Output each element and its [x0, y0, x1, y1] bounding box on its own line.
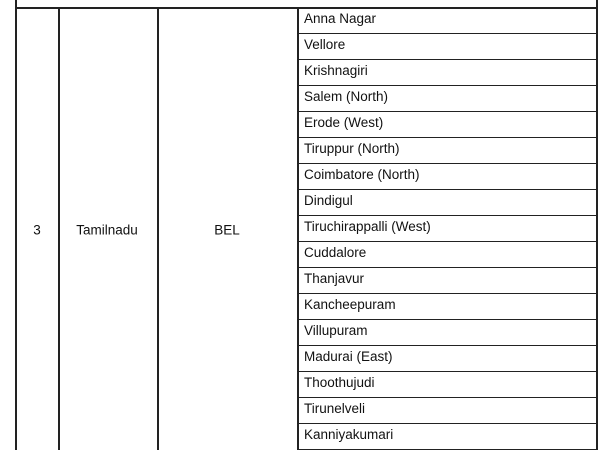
- serial-number: 3: [33, 222, 41, 238]
- place-cell: Kancheepuram: [297, 294, 597, 320]
- company-name: BEL: [214, 222, 240, 238]
- place-cell: Madurai (East): [297, 346, 597, 372]
- table-border-left: [15, 0, 17, 450]
- place-cell: Dindigul: [297, 190, 597, 216]
- place-cell: Tiruchirappalli (West): [297, 216, 597, 242]
- place-cell: Salem (North): [297, 86, 597, 112]
- place-cell: Krishnagiri: [297, 60, 597, 86]
- place-cell: Anna Nagar: [297, 8, 597, 34]
- place-cell: Thoothujudi: [297, 372, 597, 398]
- place-cell: Coimbatore (North): [297, 164, 597, 190]
- column-divider: [58, 8, 60, 450]
- place-cell: Villupuram: [297, 320, 597, 346]
- place-cell: Tirunelveli: [297, 398, 597, 424]
- place-cell: Kanniyakumari: [297, 424, 597, 450]
- state-name: Tamilnadu: [76, 222, 138, 238]
- place-cell: Thanjavur: [297, 268, 597, 294]
- places-list: [297, 8, 597, 450]
- place-cell: Vellore: [297, 34, 597, 60]
- place-cell: Cuddalore: [297, 242, 597, 268]
- place-cell: Tiruppur (North): [297, 138, 597, 164]
- place-cell: Erode (West): [297, 112, 597, 138]
- column-divider: [157, 8, 159, 450]
